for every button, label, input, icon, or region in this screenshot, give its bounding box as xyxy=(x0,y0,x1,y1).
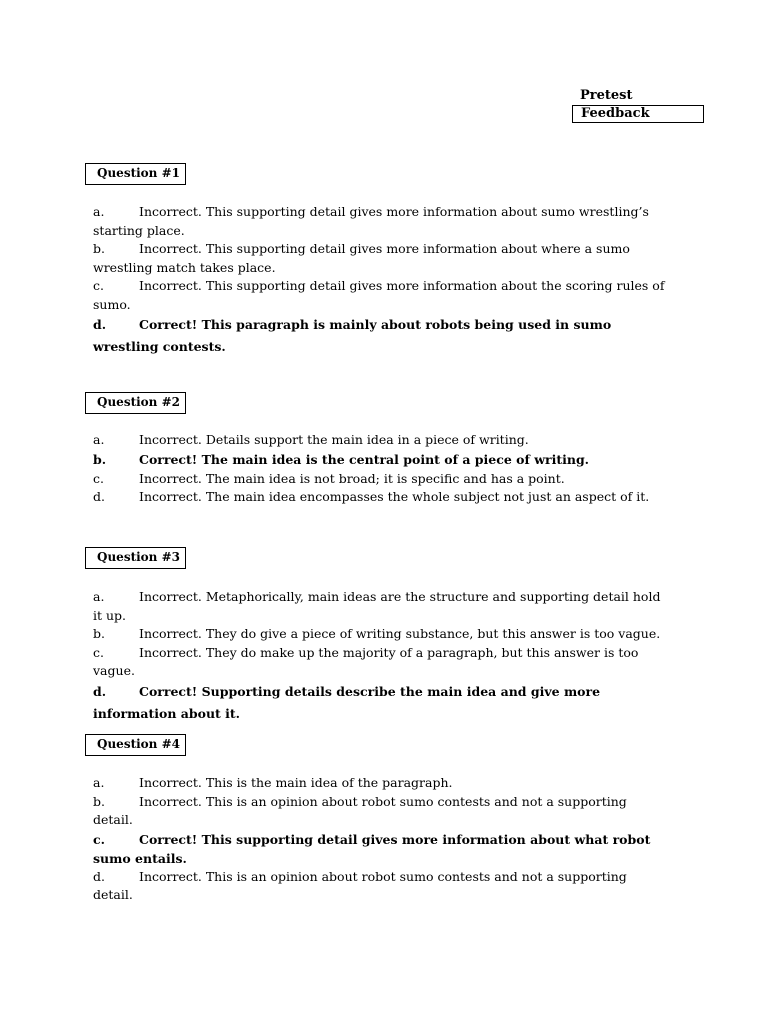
option-letter: d. xyxy=(93,317,107,332)
option-4b xyxy=(93,793,668,830)
option-letter: b. xyxy=(93,793,105,809)
option-text: Incorrect. This is an opinion about robot sumo contests and not a supporting detail. xyxy=(93,793,627,827)
question-3-label: Question #3 xyxy=(85,547,186,569)
option-4d xyxy=(93,868,668,905)
question-4-label: Question #4 xyxy=(85,734,186,756)
option-text: Incorrect. This supporting detail gives more information about the scoring rules of sumo. xyxy=(93,278,665,312)
option-3a xyxy=(93,588,668,625)
question-3-options xyxy=(93,588,668,725)
option-text: Incorrect. This supporting detail gives more information about sumo wrestling’s starting place. xyxy=(93,204,649,238)
option-1c xyxy=(93,277,668,314)
option-text: Incorrect. Metaphorically, main ideas are the structure and supporting detail hold it up. xyxy=(93,589,661,623)
option-letter: a. xyxy=(93,589,105,604)
option-letter: b. xyxy=(93,241,105,256)
pretest-title: Pretest xyxy=(580,88,633,103)
option-2d xyxy=(93,488,668,507)
option-2a xyxy=(93,431,668,450)
question-1-label: Question #1 xyxy=(85,163,186,185)
option-letter: d. xyxy=(93,489,105,504)
option-text: Correct! This paragraph is mainly about robots being used in sumo wrestling contests. xyxy=(93,317,612,354)
option-letter: c. xyxy=(93,831,105,847)
option-2b-correct xyxy=(93,450,668,470)
option-letter: a. xyxy=(93,432,105,447)
option-letter: c. xyxy=(93,644,104,660)
option-1b xyxy=(93,240,668,277)
option-letter: b. xyxy=(93,451,107,467)
question-2-label: Question #2 xyxy=(85,392,186,414)
option-letter: b. xyxy=(93,626,105,641)
option-text: Correct! Supporting details describe the main idea and give more information about it. xyxy=(93,683,601,721)
feedback-box: Feedback xyxy=(572,105,704,123)
question-4-options xyxy=(93,774,668,905)
option-4a xyxy=(93,774,668,793)
question-1-options xyxy=(93,203,668,358)
option-text: Incorrect. They do give a piece of writing substance, but this answer is too vague. xyxy=(139,626,661,641)
option-text: Incorrect. This is an opinion about robot sumo contests and not a supporting detail. xyxy=(93,868,627,902)
option-text: Incorrect. The main idea is not broad; it is specific and has a point. xyxy=(139,470,565,486)
option-letter: d. xyxy=(93,868,105,884)
option-3b xyxy=(93,625,668,644)
option-text: Incorrect. They do make up the majority of a paragraph, but this answer is too vague. xyxy=(93,644,639,678)
option-1a xyxy=(93,203,668,240)
option-letter: a. xyxy=(93,775,105,790)
option-4c-correct xyxy=(93,830,668,868)
option-text: Incorrect. Details support the main idea in a piece of writing. xyxy=(139,432,529,447)
option-1d-correct xyxy=(93,314,668,358)
option-text: Correct! This supporting detail gives more information about what robot sumo entails. xyxy=(93,831,651,866)
option-letter: d. xyxy=(93,683,107,699)
pretest-header xyxy=(572,87,704,123)
question-2-options xyxy=(93,431,668,507)
option-letter: c. xyxy=(93,470,104,486)
option-letter: c. xyxy=(93,278,104,293)
option-letter: a. xyxy=(93,204,105,219)
option-3d-correct xyxy=(93,681,668,725)
option-text: Incorrect. The main idea encompasses the whole subject not just an aspect of it. xyxy=(139,489,650,504)
option-text: Incorrect. This supporting detail gives more information about where a sumo wrestling match takes place. xyxy=(93,241,630,275)
option-text: Correct! The main idea is the central point of a piece of writing. xyxy=(139,451,590,467)
option-3c xyxy=(93,644,668,681)
option-text: Incorrect. This is the main idea of the paragraph. xyxy=(139,775,453,790)
option-2c xyxy=(93,470,668,489)
